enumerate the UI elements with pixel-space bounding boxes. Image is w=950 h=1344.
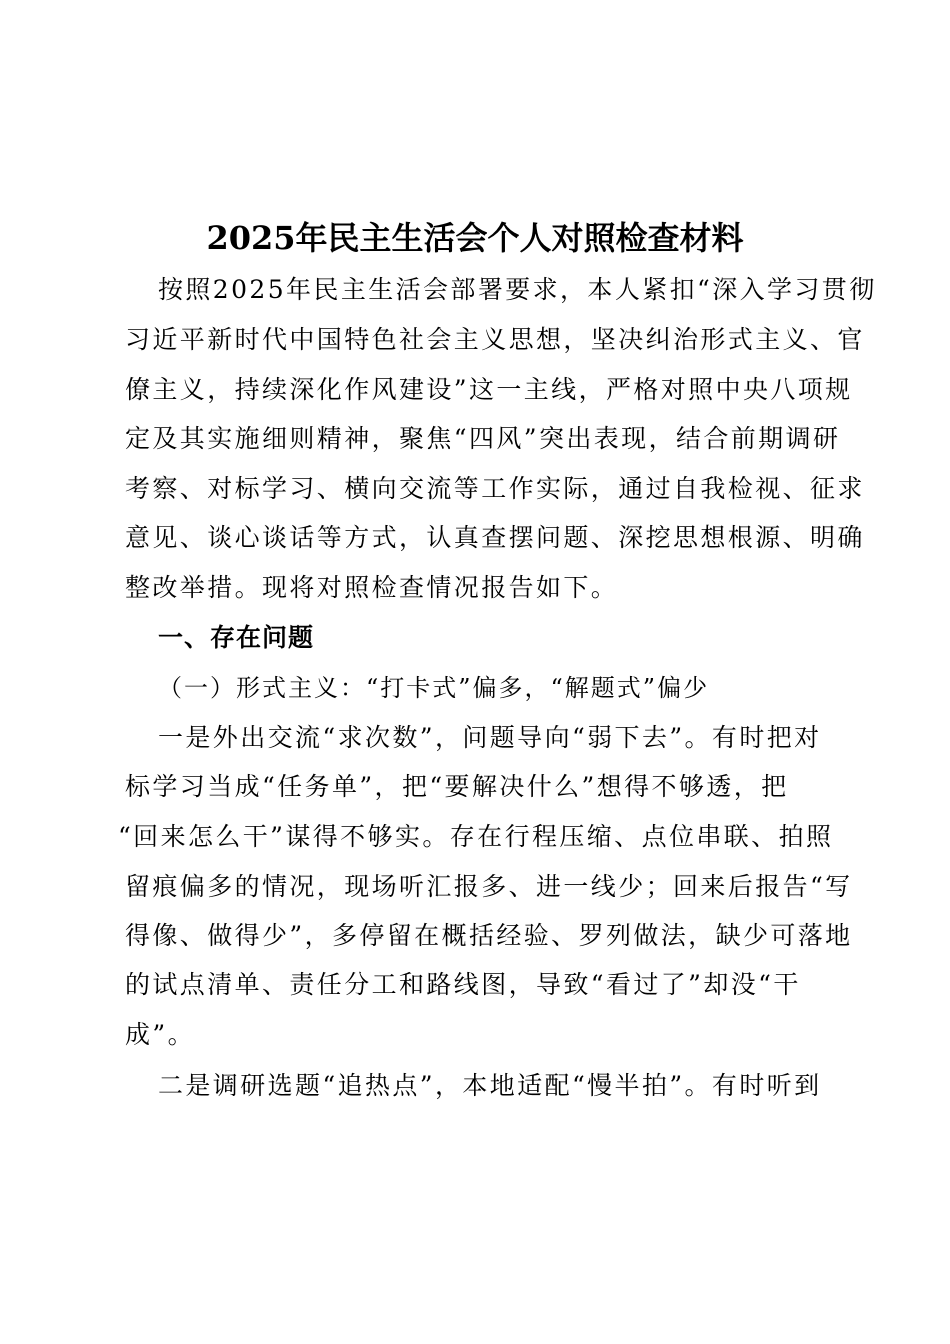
paragraph-line: 留痕偏多的情况，现场听汇报多、进一线少；回来后报告“写 (125, 872, 853, 901)
intro-line: 僚主义，持续深化作风建设”这一主线，严格对照中央八项规 (125, 375, 853, 404)
paragraph-line: 的试点清单、责任分工和路线图，导致“看过了”却没“干 (125, 970, 801, 999)
paragraph-line: “回来怎么干”谋得不够实。存在行程压缩、点位串联、拍照 (118, 822, 834, 851)
intro-line: 整改举措。现将对照检查情况报告如下。 (125, 573, 619, 602)
paragraph-line: 成”。 (125, 1020, 195, 1049)
intro-line: 按照2025年民主生活会部署要求，本人紧扣“深入学习贯彻 (158, 275, 877, 304)
section-heading: 一、存在问题 (158, 623, 315, 652)
paragraph-line: 一是外出交流“求次数”，问题导向“弱下去”。有时把对 (158, 723, 822, 752)
paragraph-line: 得像、做得少”，多停留在概括经验、罗列做法，缺少可落地 (125, 921, 853, 950)
intro-line: 习近平新时代中国特色社会主义思想，坚决纠治形式主义、官 (125, 325, 865, 354)
paragraph-line: 标学习当成“任务单”，把“要解决什么”想得不够透，把 (125, 772, 789, 801)
document-title: 2025年民主生活会个人对照检查材料 (206, 219, 744, 257)
intro-line: 意见、谈心谈话等方式，认真查摆问题、深挖思想根源、明确 (125, 523, 865, 552)
intro-line: 定及其实施细则精神，聚焦“四风”突出表现，结合前期调研 (125, 424, 841, 453)
subsection-heading: （一）形式主义：“打卡式”偏多，“解题式”偏少 (158, 674, 710, 702)
intro-line: 考察、对标学习、横向交流等工作实际，通过自我检视、征求 (125, 474, 865, 503)
paragraph-line: 二是调研选题“追热点”，本地适配“慢半拍”。有时听到 (158, 1071, 822, 1100)
